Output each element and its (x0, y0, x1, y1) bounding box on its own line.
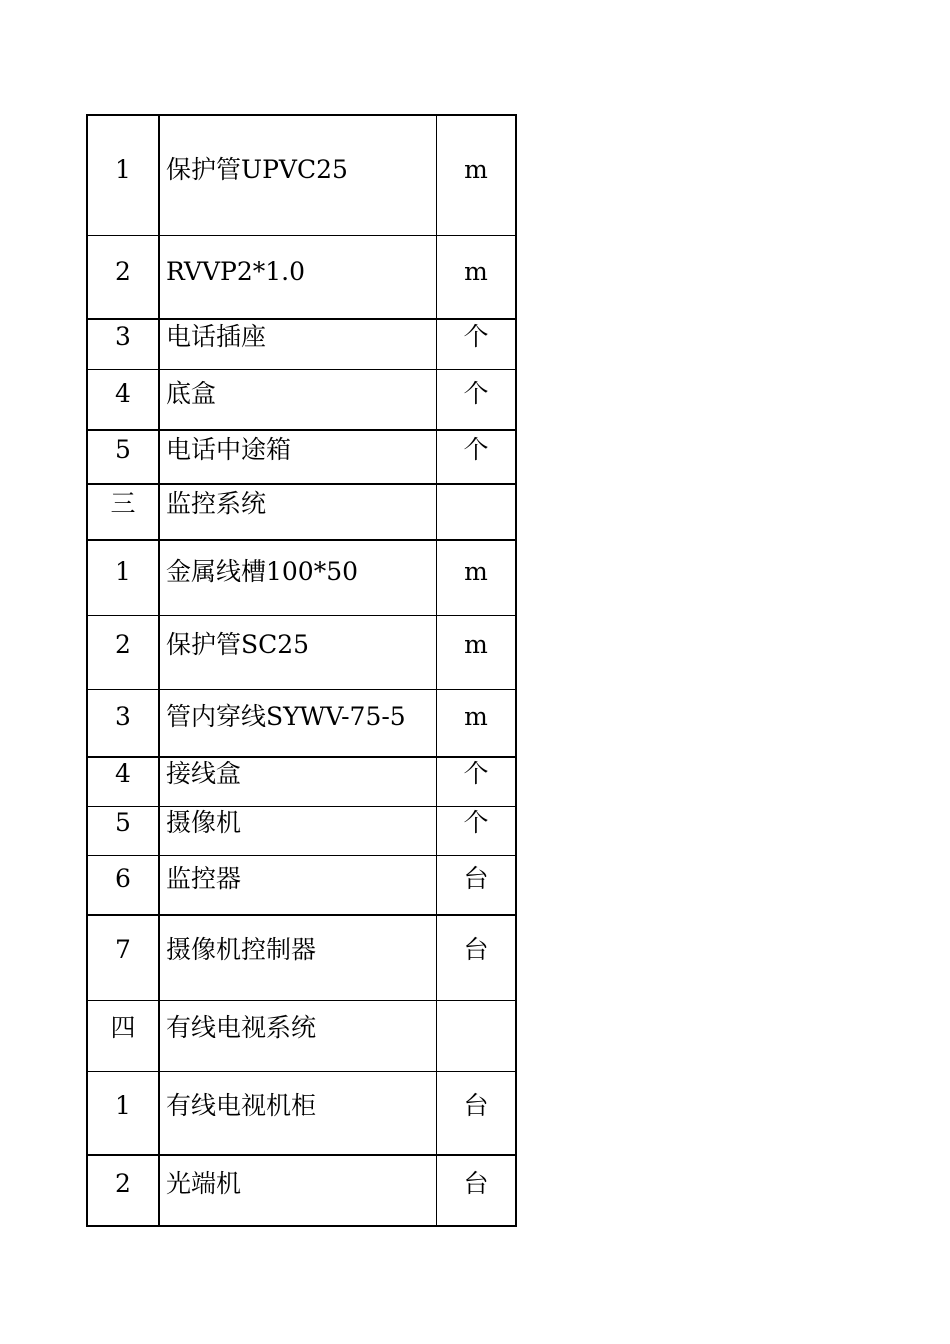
table-row (87, 235, 516, 319)
item-name: 保护管UPVC25 (166, 155, 348, 184)
row-number: 1 (115, 155, 131, 184)
row-number: 1 (115, 557, 131, 586)
table-row (87, 1071, 516, 1155)
item-name-cell (159, 319, 437, 369)
unit-label: m (464, 629, 488, 659)
unit-cell (437, 757, 517, 806)
row-number: 5 (115, 435, 131, 464)
unit-cell (437, 1155, 517, 1226)
row-number: 6 (115, 863, 131, 893)
unit-label: m (464, 701, 488, 731)
row-number-cell (87, 1071, 159, 1155)
unit-cell (437, 915, 517, 1000)
unit-label: m (464, 256, 488, 286)
unit-cell (437, 430, 517, 484)
row-number: 4 (115, 378, 131, 408)
item-name-cell (159, 689, 437, 757)
unit-cell (437, 369, 517, 430)
item-name: 接线盒 (166, 759, 242, 788)
item-name: 底盒 (166, 378, 217, 408)
item-name: 电话中途箱 (166, 435, 292, 464)
row-number: 5 (115, 807, 131, 837)
unit-cell (437, 484, 517, 540)
table-row (87, 855, 516, 915)
section-number: 三 (110, 489, 136, 518)
row-number: 2 (115, 256, 131, 286)
item-name-cell (159, 1155, 437, 1226)
unit-cell (437, 319, 517, 369)
section-name-cell (159, 1000, 437, 1071)
item-name-cell (159, 615, 437, 689)
item-name-cell (159, 855, 437, 915)
item-name: 摄像机 (166, 807, 242, 837)
unit-cell (437, 615, 517, 689)
unit-label: 台 (463, 1090, 489, 1120)
row-number-cell (87, 915, 159, 1000)
unit-cell (437, 115, 517, 235)
row-number: 2 (115, 1169, 131, 1198)
section-number-cell (87, 484, 159, 540)
section-name-cell (159, 484, 437, 540)
row-number-cell (87, 855, 159, 915)
item-name: RVVP2*1.0 (166, 256, 306, 286)
row-number-cell (87, 540, 159, 615)
row-number: 7 (115, 935, 131, 964)
item-name: 摄像机控制器 (166, 935, 317, 964)
unit-cell (437, 1071, 517, 1155)
row-number: 2 (115, 629, 131, 659)
unit-label: 台 (463, 1169, 489, 1198)
table-row (87, 1155, 516, 1226)
unit-label: m (464, 155, 488, 184)
materials-table (86, 114, 517, 1227)
item-name-cell (159, 235, 437, 319)
item-name: 有线电视机柜 (166, 1090, 317, 1120)
unit-label: 个 (463, 759, 489, 788)
item-name-cell (159, 757, 437, 806)
unit-cell (437, 806, 517, 855)
unit-label: 个 (463, 378, 489, 408)
item-name: 管内穿线SYWV-75-5 (166, 701, 406, 731)
unit-cell (437, 855, 517, 915)
section-header-row (87, 484, 516, 540)
row-number: 3 (115, 322, 131, 351)
row-number-cell (87, 806, 159, 855)
row-number-cell (87, 319, 159, 369)
table-row (87, 115, 516, 235)
unit-cell (437, 235, 517, 319)
row-number: 3 (115, 701, 131, 731)
unit-cell (437, 540, 517, 615)
row-number: 4 (115, 759, 131, 788)
unit-label: 个 (463, 322, 489, 351)
unit-label: m (464, 557, 488, 586)
section-number-cell (87, 1000, 159, 1071)
item-name-cell (159, 806, 437, 855)
item-name: 监控器 (166, 863, 242, 893)
unit-label: 台 (463, 935, 489, 964)
item-name-cell (159, 540, 437, 615)
table-row (87, 430, 516, 484)
row-number-cell (87, 235, 159, 319)
row-number-cell (87, 1155, 159, 1226)
table-row (87, 806, 516, 855)
item-name-cell (159, 1071, 437, 1155)
row-number: 1 (115, 1090, 131, 1120)
unit-label: 个 (463, 807, 489, 837)
section-header-row (87, 1000, 516, 1071)
item-name-cell (159, 430, 437, 484)
row-number-cell (87, 689, 159, 757)
table-row (87, 757, 516, 806)
item-name: 金属线槽100*50 (166, 557, 359, 586)
unit-label (437, 1001, 515, 1015)
item-name-cell (159, 369, 437, 430)
table-row (87, 369, 516, 430)
unit-label: 台 (463, 863, 489, 893)
unit-cell (437, 1000, 517, 1071)
item-name: 光端机 (166, 1169, 242, 1198)
unit-label: 个 (463, 435, 489, 464)
unit-label (437, 485, 515, 491)
unit-cell (437, 689, 517, 757)
section-name: 有线电视系统 (166, 1012, 317, 1042)
item-name-cell (159, 115, 437, 235)
row-number-cell (87, 115, 159, 235)
row-number-cell (87, 757, 159, 806)
table-row (87, 915, 516, 1000)
table-row (87, 540, 516, 615)
item-name-cell (159, 915, 437, 1000)
item-name: 电话插座 (166, 322, 267, 351)
row-number-cell (87, 615, 159, 689)
row-number-cell (87, 430, 159, 484)
table-row (87, 615, 516, 689)
section-name: 监控系统 (166, 489, 267, 518)
table-row (87, 689, 516, 757)
item-name: 保护管SC25 (166, 629, 310, 659)
section-number: 四 (110, 1012, 136, 1042)
row-number-cell (87, 369, 159, 430)
table-row (87, 319, 516, 369)
